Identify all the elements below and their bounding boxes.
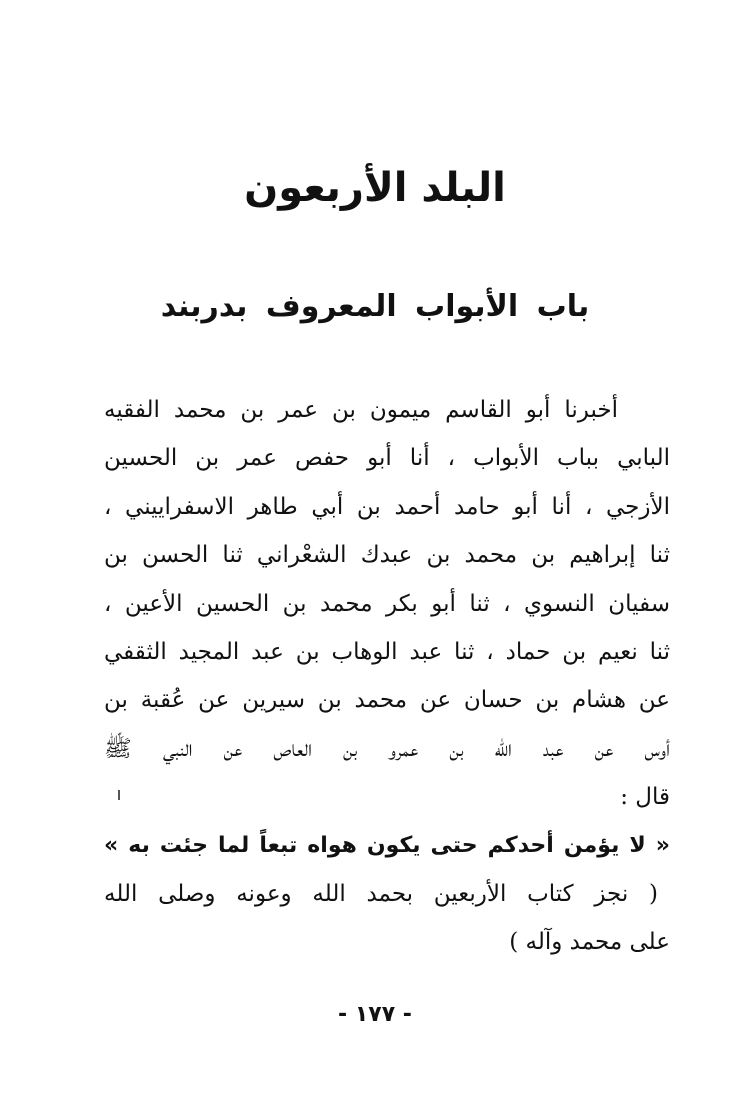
chapter-title: البلد الأربعون	[244, 165, 506, 211]
hadith-quote: « لا يؤمن أحدكم حتى يكون هواه تبعاً لما جئت به »	[104, 832, 670, 858]
text-line: ثنا نعيم بن حماد ، ثنا عبد الوهاب بن عبد المجيد الثقفي	[104, 638, 670, 665]
text-line: عن هشام بن حسان عن محمد بن سيرين عن عُقبة بن	[104, 687, 670, 714]
text-line: أخبرنا أبو القاسم ميمون بن عمر بن محمد الفقيه	[104, 397, 618, 423]
text-line: قال :	[620, 784, 670, 811]
page-number: - ١٧٧ -	[338, 1002, 412, 1027]
text-line: البابي بباب الأبواب ، أنا أبو حفص عمر بن الحسين	[104, 445, 670, 472]
margin-mark	[118, 790, 120, 800]
colophon-line: على محمد وآله )	[509, 929, 670, 956]
text-line: أوس عن عبد الله بن عمرو بن العاص عن النبي ﷺ	[104, 735, 670, 762]
colophon-line: ( نجز كتاب الأربعين بحمد الله وعونه وصلى الله	[104, 880, 658, 907]
hadith-text	[104, 386, 670, 967]
text-line: ثنا إبراهيم بن محمد بن عبدك الشعْراني ثنا الحسن بن	[104, 542, 670, 569]
text-line: سفيان النسوي ، ثنا أبو بكر محمد بن الحسين الأعين ،	[104, 590, 670, 617]
text-line: الأزجي ، أنا أبو حامد أحمد بن أبي طاهر الاسفراييني ،	[104, 493, 670, 520]
section-title: باب الأبواب المعروف بدربند	[160, 289, 590, 324]
